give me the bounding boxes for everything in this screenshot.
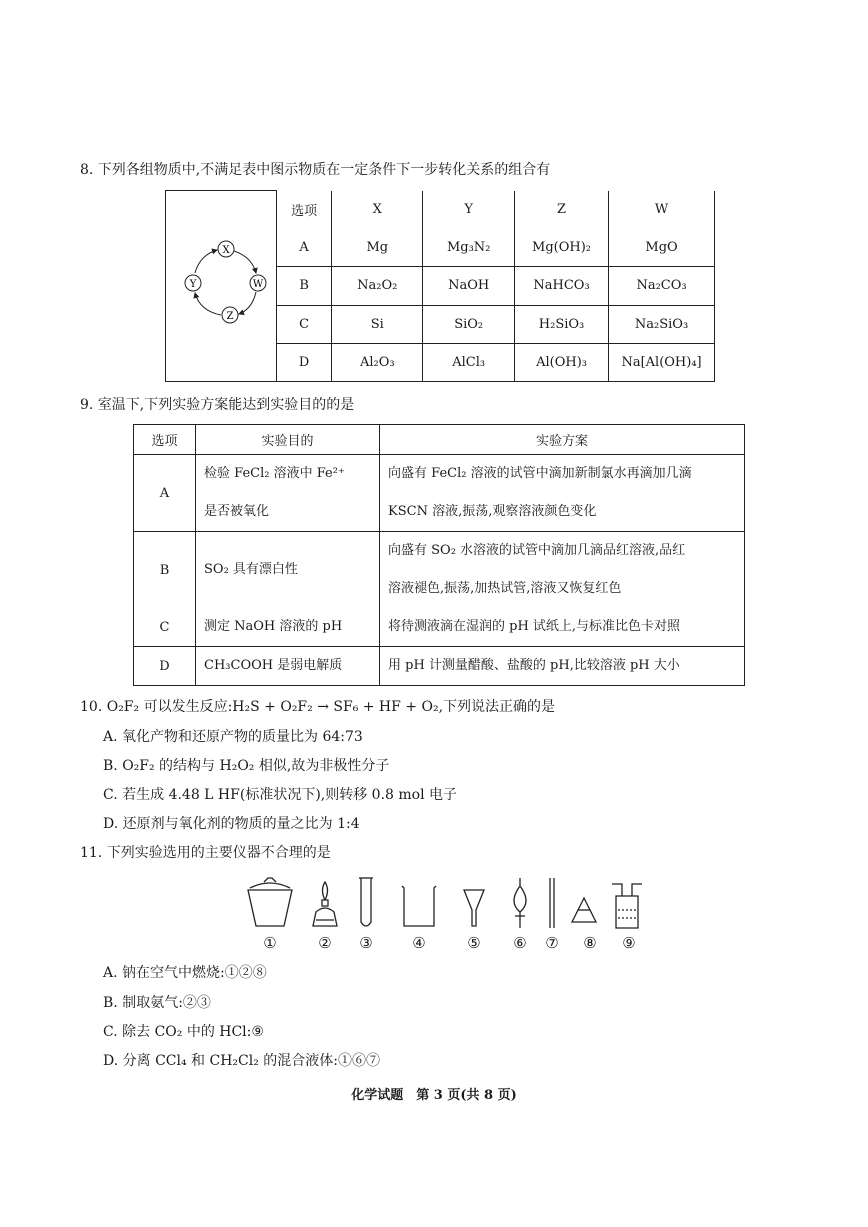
q9-header-purpose: 实验目的 <box>196 425 380 455</box>
q9-plan-line: 溶液褪色,振荡,加热试管,溶液又恢复红色 <box>388 581 622 596</box>
apparatus-label-3: ③ <box>359 934 373 952</box>
q10-option-b: B. O₂F₂ 的结构与 H₂O₂ 相似,故为非极性分子 <box>103 758 390 774</box>
q9-plan-line: 将待测液滴在湿润的 pH 试纸上,与标准比色卡对照 <box>388 619 681 634</box>
beaker-icon <box>402 886 436 926</box>
q8-header-w: W <box>609 191 715 229</box>
q9-plan-line: 向盛有 FeCl₂ 溶液的试管中滴加新制氯水再滴加几滴 <box>388 466 692 481</box>
apparatus-label-2: ② <box>318 934 332 952</box>
q8-cell-x: Al₂O₃ <box>332 343 423 381</box>
q8-cell-opt: A <box>277 229 332 267</box>
apparatus-label-9: ⑨ <box>622 934 636 952</box>
arrow-w-z <box>239 292 256 314</box>
apparatus-label-1: ① <box>263 934 277 952</box>
alcohol-lamp-icon <box>313 882 337 926</box>
q11-option-a: A. 钠在空气中燃烧:①②⑧ <box>103 965 267 981</box>
arrow-x-w <box>234 251 256 273</box>
q8-header-z: Z <box>514 191 608 229</box>
q8-cell-x: Mg <box>332 229 423 267</box>
q9-cell-opt: B <box>134 532 196 609</box>
q9-cell-purpose <box>196 532 380 609</box>
arrow-z-y <box>195 293 221 315</box>
q9-row-d <box>134 647 745 686</box>
q9-header-opt: 选项 <box>134 425 196 455</box>
q8-header-x: X <box>332 191 423 229</box>
q9-purpose-line: CH₃COOH 是弱电解质 <box>204 658 343 673</box>
q11-option-c: C. 除去 CO₂ 中的 HCl:⑨ <box>103 1024 264 1040</box>
q9-cell-opt: D <box>134 647 196 686</box>
node-w-label: W <box>252 279 264 290</box>
q9-plan-line: KSCN 溶液,振荡,观察溶液颜色变化 <box>388 504 597 519</box>
gas-washing-bottle-icon <box>612 884 642 928</box>
separatory-funnel-icon <box>514 878 526 928</box>
q9-cell-plan <box>380 647 745 686</box>
q9-stem: 9. 室温下,下列实验方案能达到实验目的的是 <box>80 397 355 413</box>
q9-purpose-line: 是否被氧化 <box>204 504 270 519</box>
q10-option-d: D. 还原剂与氧化剂的物质的量之比为 1:4 <box>103 816 360 832</box>
q8-header-y: Y <box>423 191 515 229</box>
q8-stem: 8. 下列各组物质中,不满足表中图示物质在一定条件下一步转化关系的组合有 <box>80 162 551 178</box>
q9-purpose-line: 检验 FeCl₂ 溶液中 Fe²⁺ <box>204 466 345 481</box>
q10-option-a: A. 氧化产物和还原产物的质量比为 64:73 <box>103 729 363 745</box>
q8-cell-x: Si <box>332 305 423 343</box>
node-x-label: X <box>222 245 230 256</box>
q9-purpose-line: 测定 NaOH 溶液的 pH <box>204 619 343 634</box>
q11-apparatus-drawings <box>240 876 650 932</box>
q9-cell-purpose <box>196 455 380 532</box>
crucible-icon <box>248 878 292 926</box>
q8-header-opt: 选项 <box>277 191 332 229</box>
node-z-label: Z <box>226 311 234 322</box>
q8-cell-y: NaOH <box>423 267 515 305</box>
page-footer: 化学试题 第 3 页(共 8 页) <box>351 1088 517 1103</box>
q9-cell-purpose <box>196 608 380 647</box>
q8-cell-z: H₂SiO₃ <box>514 305 608 343</box>
q8-cycle-diagram <box>166 209 276 359</box>
q9-plan-line: 向盛有 SO₂ 水溶液的试管中滴加几滴品红溶液,品红 <box>388 543 686 558</box>
q10-stem: 10. O₂F₂ 可以发生反应:H₂S + O₂F₂ → SF₆ + HF + O₂,下列说法正确的是 <box>80 699 556 715</box>
q9-cell-plan <box>380 532 745 609</box>
q8-cell-y: SiO₂ <box>423 305 515 343</box>
apparatus-label-5: ⑤ <box>467 934 481 952</box>
apparatus-label-8: ⑧ <box>583 934 597 952</box>
funnel-icon <box>464 890 484 926</box>
q8-cell-opt: B <box>277 267 332 305</box>
q9-cell-plan <box>380 608 745 647</box>
glass-rod-icon <box>550 878 554 928</box>
q8-cell-y: AlCl₃ <box>423 343 515 381</box>
clay-triangle-icon <box>572 898 596 922</box>
q9-row-b <box>134 532 745 609</box>
q9-plan-line: 用 pH 计测量醋酸、盐酸的 pH,比较溶液 pH 大小 <box>388 658 680 673</box>
q8-cell-w: Na[Al(OH)₄] <box>609 343 715 381</box>
q8-cell-y: Mg₃N₂ <box>423 229 515 267</box>
q11-option-b: B. 制取氨气:②③ <box>103 995 211 1011</box>
q9-row-a <box>134 455 745 532</box>
q9-header-row <box>134 425 745 455</box>
q10-option-c: C. 若生成 4.48 L HF(标准状况下),则转移 0.8 mol 电子 <box>103 787 458 803</box>
arrow-y-x <box>195 250 217 273</box>
q9-cell-plan <box>380 455 745 532</box>
apparatus-label-6: ⑥ <box>513 934 527 952</box>
test-tube-icon <box>359 878 373 926</box>
node-y-label: Y <box>189 279 197 290</box>
q9-purpose-line: SO₂ 具有漂白性 <box>204 562 298 577</box>
q9-row-c <box>134 608 745 647</box>
q9-cell-purpose <box>196 647 380 686</box>
apparatus-label-7: ⑦ <box>545 934 559 952</box>
q9-table <box>133 424 745 686</box>
q8-cell-w: Na₂CO₃ <box>609 267 715 305</box>
q8-cell-opt: D <box>277 343 332 381</box>
q8-cell-w: Na₂SiO₃ <box>609 305 715 343</box>
q9-header-plan: 实验方案 <box>380 425 745 455</box>
q8-cell-w: MgO <box>609 229 715 267</box>
q9-cell-opt: C <box>134 608 196 647</box>
apparatus-label-4: ④ <box>412 934 426 952</box>
q8-table <box>165 190 715 382</box>
q8-cell-z: Al(OH)₃ <box>514 343 608 381</box>
q11-stem: 11. 下列实验选用的主要仪器不合理的是 <box>80 845 331 861</box>
q8-cell-z: NaHCO₃ <box>514 267 608 305</box>
q11-option-d: D. 分离 CCl₄ 和 CH₂Cl₂ 的混合液体:①⑥⑦ <box>103 1053 380 1069</box>
q8-diagram-cell <box>166 191 277 382</box>
q8-cell-z: Mg(OH)₂ <box>514 229 608 267</box>
q9-cell-opt: A <box>134 455 196 532</box>
q8-cell-opt: C <box>277 305 332 343</box>
q8-cell-x: Na₂O₂ <box>332 267 423 305</box>
